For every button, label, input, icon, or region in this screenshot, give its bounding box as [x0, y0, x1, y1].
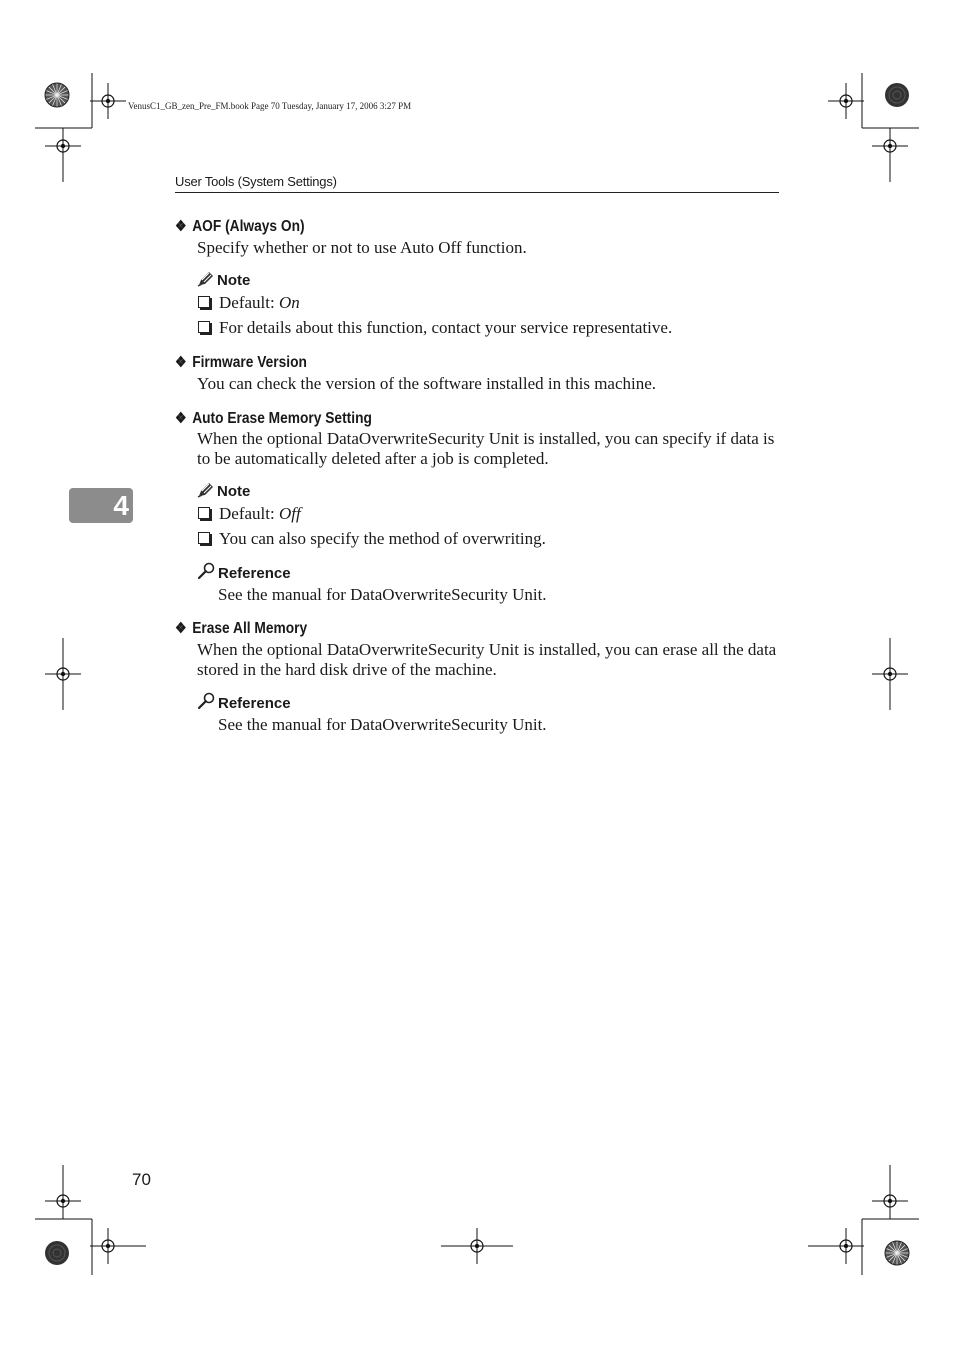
diamond-bullet-icon: ❖ — [175, 218, 187, 235]
checkbox-bullet-icon — [198, 532, 210, 544]
section-body-auto-erase: When the optional DataOverwriteSecurity Unit is installed, you can specify if data is to be automatically deleted after a job is completed. — [197, 429, 775, 468]
running-head: User Tools (System Settings) — [175, 174, 779, 193]
checkbox-bullet-icon — [198, 507, 210, 519]
checkbox-bullet-icon — [198, 296, 210, 308]
section-heading-aof: ❖ AOF (Always On) — [175, 218, 305, 235]
note-item: Default: On — [197, 293, 782, 313]
magnifier-icon — [197, 692, 216, 710]
note-item: You can also specify the method of overwriting. — [197, 529, 782, 549]
page-number: 70 — [132, 1170, 151, 1189]
reference-text: See the manual for DataOverwriteSecurity Unit. — [218, 715, 547, 734]
section-body-firmware-version: You can check the version of the software installed in this machine. — [197, 374, 657, 393]
note-heading: Note — [197, 271, 250, 289]
reference-heading: Reference — [197, 562, 291, 582]
note-heading: Note — [197, 482, 250, 500]
diamond-bullet-icon: ❖ — [175, 354, 187, 371]
checkbox-bullet-icon — [198, 321, 210, 333]
pencil-icon — [197, 271, 215, 287]
note-item: For details about this function, contact your service representative. — [197, 318, 782, 338]
note-item: Default: Off — [197, 504, 782, 524]
section-heading-firmware-version: ❖ Firmware Version — [175, 354, 307, 371]
section-heading-auto-erase: ❖ Auto Erase Memory Setting — [175, 410, 372, 427]
magnifier-icon — [197, 562, 216, 580]
diamond-bullet-icon: ❖ — [175, 620, 187, 637]
pencil-icon — [197, 482, 215, 498]
diamond-bullet-icon: ❖ — [175, 410, 187, 427]
section-body-aof: Specify whether or not to use Auto Off function. — [197, 238, 527, 257]
print-slug: VenusC1_GB_zen_Pre_FM.book Page 70 Tuesday, January 17, 2006 3:27 PM — [128, 101, 412, 111]
section-heading-erase-all-memory: ❖ Erase All Memory — [175, 620, 308, 637]
section-body-erase-all-memory: When the optional DataOverwriteSecurity Unit is installed, you can erase all the data stored in the hard disk drive of the machine. — [197, 640, 777, 679]
chapter-tab: 4 — [69, 488, 133, 523]
reference-heading: Reference — [197, 692, 291, 712]
reference-text: See the manual for DataOverwriteSecurity Unit. — [218, 585, 547, 604]
